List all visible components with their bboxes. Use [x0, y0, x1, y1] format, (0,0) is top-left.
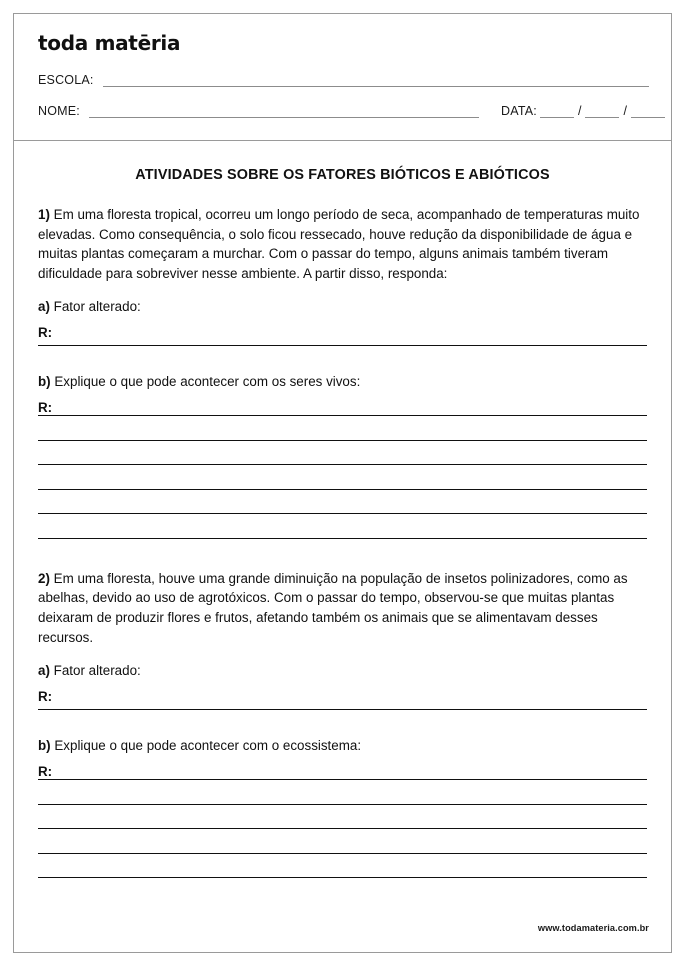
worksheet-body: [14, 141, 671, 878]
answer-line[interactable]: [38, 853, 647, 854]
question-1-item-a-answer[interactable]: [38, 325, 657, 346]
worksheet-page: [13, 13, 672, 953]
brand-logo: toda matēria: [38, 31, 181, 55]
date-year-input-line[interactable]: [631, 105, 665, 118]
question-2-item-b-answer-label: R:: [38, 764, 53, 780]
question-2-body: Em uma floresta, houve uma grande diminuição na população de insetos polinizadores, como as abelhas, devido ao uso de agrotóxicos. Com o passar do tempo, observou-se que muitas plantas deixaram de produzir flores e frutos, afetando também os animais que se alimentavam desses recursos.: [38, 570, 628, 645]
question-2-item-a-text: Fator alterado:: [53, 663, 141, 679]
question-1-item-b-prompt: [38, 372, 657, 391]
answer-line[interactable]: [38, 877, 647, 878]
answer-line[interactable]: [38, 440, 647, 441]
answer-line[interactable]: [38, 415, 647, 416]
answer-line[interactable]: [38, 779, 647, 780]
answer-line[interactable]: [38, 513, 647, 514]
question-1-item-b-letter: b): [38, 374, 51, 390]
question-2-item-a-letter: a): [38, 663, 50, 679]
answer-line[interactable]: [38, 464, 647, 465]
question-2-item-a-answer-label: R:: [38, 689, 53, 705]
footer-website: www.todamateria.com.br: [537, 923, 649, 933]
question-1-body: Em uma floresta tropical, ocorreu um longo período de seca, acompanhado de temperaturas muito elevadas. Como consequência, o solo ficou ressecado, houve redução da disponibilidade de água e muitas plantas começaram a murchar. Com o passar do tempo, alguns animais também tiveram dificuldade para sobreviver nesse ambiente. A partir disso, responda:: [38, 207, 640, 281]
date-day-input-line[interactable]: [540, 105, 574, 118]
question-1-item-b-answer-label: R:: [38, 400, 53, 416]
name-input-line[interactable]: [89, 105, 479, 118]
school-label: ESCOLA:: [38, 73, 94, 87]
date-month-input-line[interactable]: [585, 105, 619, 118]
school-input-line[interactable]: [103, 74, 649, 87]
answer-line[interactable]: [38, 828, 647, 829]
question-2-text: [38, 569, 657, 647]
answer-line[interactable]: [38, 804, 647, 805]
date-field-group: [501, 104, 668, 118]
question-2-item-b-letter: b): [38, 738, 51, 754]
question-1-item-b-answer[interactable]: [38, 400, 657, 539]
page-title: ATIVIDADES SOBRE OS FATORES BIÓTICOS E ABIÓTICOS: [135, 167, 550, 183]
name-date-field-row: [38, 101, 649, 118]
worksheet-header: [14, 14, 671, 141]
question-2-item-b-text: Explique o que pode acontecer com o ecossistema:: [54, 738, 362, 754]
question-1-item-a-prompt: [38, 297, 657, 316]
question-1-text: [38, 205, 657, 283]
question-2-item-a-prompt: [38, 661, 657, 680]
question-2-item-b-answer-lines[interactable]: [38, 779, 657, 878]
date-separator-2: /: [623, 104, 627, 118]
date-label: DATA:: [500, 104, 537, 118]
question-1-number: 1): [38, 207, 50, 222]
answer-line[interactable]: [38, 489, 647, 490]
question-2-number: 2): [38, 570, 50, 586]
question-1-item-a-text: Fator alterado:: [53, 299, 141, 315]
question-1-item-b-answer-lines[interactable]: [38, 415, 657, 539]
question-1-item-a-letter: a): [38, 299, 50, 315]
school-field-row: [38, 70, 649, 87]
question-2-item-b-answer[interactable]: [38, 764, 657, 878]
date-separator-1: /: [577, 104, 582, 118]
question-1-item-b-text: Explique o que pode acontecer com os seres vivos:: [54, 374, 361, 390]
question-2-item-b-prompt: [38, 736, 657, 755]
question-1-item-a-answer-label: R:: [38, 325, 53, 341]
name-label: NOME:: [38, 104, 80, 118]
question-2-item-a-answer[interactable]: [38, 689, 657, 710]
